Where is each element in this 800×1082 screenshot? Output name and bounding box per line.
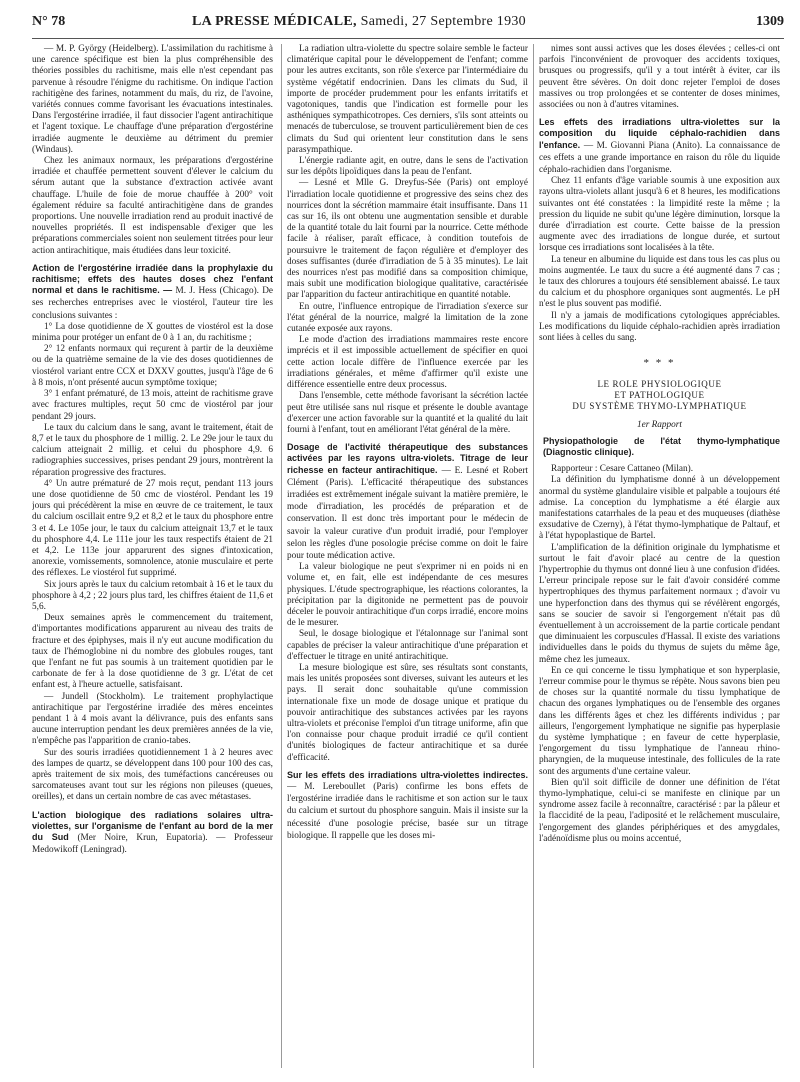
section-title-line: LE ROLE PHYSIOLOGIQUE	[597, 379, 722, 390]
paragraph: L'énergie radiante agit, en outre, dans le sens de l'activation sur les dépôts lipoïdiques dans la peau de l'enfant.	[287, 156, 528, 178]
paragraph: La mesure biologique est sûre, ses résultats sont constants, mais les unités proposées sont diverses, suivant les auteurs et les pays. Il serait donc souhaitable qu'une commission internationale fixe un mode de dosage unique et pratique du pouvoir antirachitique des substances activées par les rayons ultra-violets et préconise l'emploi d'un titrage uniforme, afin que l'on connaisse pour chaque produit irradié ce qu'il contient d'unités biologiques de facteur antirachitique et sa durée d'efficacité.	[287, 662, 528, 763]
paragraph: Bien qu'il soit difficile de donner une définition de l'état thymo-lymphatique, celui-ci se manifeste en clinique par un syndrome assez facile à reconnaître, caractérisé : par la pâleur et la flaccidité de la peau, l'adiposité et le relâchement musculaire, l'engorgement des glandes périphériques et des amygdales, l'adénoïdisme plus ou moins accentué,	[539, 777, 780, 844]
paragraph: En outre, l'influence entropique de l'irradiation s'exerce sur l'état général de la nourrice, malgré la limitation de la zone cutanée exposée aux rayons.	[287, 301, 528, 335]
paragraph: Chez 11 enfants d'âge variable soumis à une exposition aux rayons ultra-violets allant jusqu'à 6 et 8 heures, les modifications suivantes ont été constatées : la limpidité reste la même ; la pression du liquide ne subit qu'une légère diminution, lorsque la durée d'irradiation est courte. Cette baisse de la pression augmente avec des irradiations de longue durée, et surtout lorsque ces irradiations sont localisées à la tête.	[539, 176, 780, 254]
report-label: 1er Rapport	[637, 420, 682, 431]
paragraph: Dans l'ensemble, cette méthode favorisant la sécrétion lactée peut être utilisée sans nul risque et présente le double avantage d'exercer une action favorable sur la quantité et la qualité du lait fourni à l'enfant, tout en améliorant l'état général de la mère.	[287, 391, 528, 435]
column-middle	[287, 44, 528, 1074]
heading-author: — E. Lesné et Robert Clément (Paris). L'efficacité thérapeutique des substances irradiées est extrêmement inégale suivant la matière première, le mode d'irradiation, les procédés de préparation et de conservation. Il est donc très important pour le médecin de savoir la valeur curative d'un produit irradié, pour l'employer selon les règles d'une posologie précise comme on doit le faire pour toute médication active.	[287, 465, 528, 561]
paragraph: 1° La dose quotidienne de X gouttes de viostérol est la dose minima pour protéger un enfant de 0 à 1 an, du rachitisme ;	[32, 321, 273, 344]
heading-title: Dosage de l'activité thérapeutique des substances activées par les rayons ultra-violets. Titrage de leur richesse en facteur antirachitique.	[287, 442, 528, 475]
column-left	[32, 44, 273, 1074]
issue-number: N° 78	[32, 14, 66, 29]
page-header	[32, 14, 784, 34]
rapporteur: Rapporteur : Cesare Cattaneo (Milan).	[551, 464, 694, 475]
issue-date: Samedi, 27 Septembre 1930	[360, 14, 526, 29]
section-title	[539, 379, 780, 412]
section-heading	[287, 442, 528, 562]
heading-author: — M. Giovanni Piana (Anito). La connaissance de ces effets a une grande importance en raison du rôle du liquide céphalo-rachidien dans l'organisme.	[539, 140, 780, 176]
heading-author: (Mer Noire, Krun, Eupatoria). — Professeur Medowikoff (Leningrad).	[32, 833, 273, 856]
heading-title: L'action biologique des radiations solaires ultra-violettes, sur l'organisme de l'enfant au bord de la mer du Sud	[32, 809, 273, 843]
paragraph: 3° 1 enfant prématuré, de 13 mois, atteint de rachitisme grave avec fractures multiples, reçut 50 cmc de viostérol par jour pendant 29 jours.	[32, 389, 273, 422]
paragraph: L'amplification de la définition originale du lymphatisme et surtout le fait d'avoir placé au centre de la question l'hypertrophie du thymus ont donné lieu à une confusion d'idées. L'erreur principale repose sur le fait d'avoir considéré comme hypertrophiques des thymus parfaitement normaux ; d'avoir vu une hyperfonction dans des thymus qui se révélèrent engorgés, sans se soucier de savoir si l'engorgement n'était pas dû éventuellement à un accroissement de la partie corticale pendant que diminuaient les corpuscules d'Hassal. Il existe des variations individuelles dans le poids du thymus de sujets du même âge, même chez les jumeaux.	[539, 542, 780, 665]
heading-author: M. J. Hess (Chicago). De ses recherches entreprises avec le viostérol, l'auteur tire les conclusions suivantes :	[32, 286, 273, 321]
paragraph: 4° Un autre prématuré de 27 mois reçut, pendant 113 jours une dose quotidienne de 50 cmc de viostérol. Pendant les 19 jours qui précédèrent la mise en œuvre de ce traitement, le taux du calcium oscillait entre 9,2 et 8,2 et le taux du phosphore entre 3 et 4. Le 105e jour, le taux du calcium atteignait 13,7 et le taux du phosphore 4,4. Le 111e jour les taux respectifs étaient de 21 et 4,2. Le 113e jour apparurent des signes d'intoxication, anorexie, vomissements, somnolence, atonie musculaire et perte des réflexes. Le viostérol fut supprimé.	[32, 478, 273, 579]
heading-title: Sur les effets des irradiations ultra-violettes indirectes.	[287, 769, 528, 780]
paragraph: — Jundell (Stockholm). Le traitement prophylactique antirachitique par l'ergostérine irradiée des mères enceintes pendant 1 à 4 mois avant la délivrance, puis des enfants sans aucune interruption pendant les deux premières années de la vie, n'empêche pas l'apparition de cranio-tabes.	[32, 691, 273, 747]
section-separator: * * *	[643, 357, 676, 370]
paragraph: En ce qui concerne le tissu lymphatique et son hyperplasie, l'erreur commise pour le thymus se répète. Nous savons bien peu de choses sur la quantité normale du tissu lymphatique de chacun des organes lymphatiques ou de l'ensemble des organes dans les différents âges et chez les différents individus ; par ailleurs, l'engorgement lymphatique ne signifie pas hyperplasie du système lymphatique ; en faveur de cette hyperplasie, l'engorgement du tissu lymphatique de l'anneau rhino-pharyngien, de la muqueuse intestinale, des follicules de la rate sont des arguments d'une certaine valeur.	[539, 665, 780, 777]
header-rule	[32, 38, 784, 39]
column-divider	[533, 44, 534, 1068]
paragraph: Sur des souris irradiées quotidiennement 1 à 2 heures avec des lampes de quartz, se développent dans 100 pour 100 des cas, après traitement de six mois, des tuméfactions cancéreuses ou sarcomateuses avant tout sur les régions non pileuses (queues, oreilles), et dans un certain nombre de cas avec métastases.	[32, 747, 273, 803]
masthead	[192, 14, 526, 30]
section-heading	[287, 770, 528, 842]
paragraph: La teneur en albumine du liquide est dans tous les cas plus ou moins augmentée. Le taux du sucre a été augmenté dans 7 cas ; le taux des chlorures a toujours été sensiblement abaissé. Le taux du calcium et du phosphore organiques sont augmentés. Le pH n'est le plus souvent pas modifié.	[539, 254, 780, 310]
paragraph: La radiation ultra-violette du spectre solaire semble le facteur climatérique capital pour le développement de l'enfant; comme pour les autres excitants, son rôle s'exerce par l'intermédiaire du système végétatif endocrinien. Dans les climats du Sud, il importe de procéder prudemment pour les enfants irritatifs et vagotoniques, tandis que l'indication est formelle pour les asthéniques sympathicotropes. Ces derniers, s'ils sont atteints ou menacés de tuberculose, se trouvent particulièrement bien de ces climats du Sud qui orientent leur constitution dans le sens parasympathique.	[287, 44, 528, 155]
paragraph: Le mode d'action des irradiations mammaires reste encore imprécis et il est impossible actuellement de spécifier en quoi cette action locale diffère de l'influence exercée par les irradiations générales, et même d'affirmer qu'il existe une différence essentielle entre deux processus.	[287, 335, 528, 391]
paragraph: — Lesné et Mlle G. Dreyfus-Sée (Paris) ont employé l'irradiation locale quotidienne et progressive des seins chez des nourrices dont la sécrétion mammaire était insuffisante. Dans 11 cas sur 16, ils ont obtenu une augmentation sensible et durable de la quantité totale du lait fourni par la nourrice. Cette méthode facile à réaliser, paraît efficace, à condition toutefois de poursuivre le traitement de façon régulière et d'employer des doses suffisantes (durée d'irradiation de 5 à 35 minutes). Le lait des nourrices n'est pas modifié dans sa composition chimique, mais subit une modification biologique qualitative, caractérisée par l'apparition du facteur antirachitique en quantité notable.	[287, 178, 528, 301]
section-heading	[539, 117, 780, 176]
paragraph: Seul, le dosage biologique et l'étalonnage sur l'animal sont capables de préciser la valeur antirachitique d'une préparation et d'effectuer le titrage en unité antirachitique.	[287, 629, 528, 662]
column-right	[539, 44, 780, 1074]
section-title-line: ET PATHOLOGIQUE	[614, 390, 705, 401]
section-heading	[32, 810, 273, 857]
journal-title: LA PRESSE MÉDICALE,	[192, 14, 357, 29]
heading-author: — M. Lereboullet (Paris) confirme les bons effets de l'ergostérine irradiée dans le rachitisme et son action sur le taux du calcium et surtout du phosphore sanguin. Mais il insiste sur la nécessité d'une posologie précise, basée sur un titrage biologique. Il rappelle que les doses mi-	[287, 782, 528, 841]
paragraph: Chez les animaux normaux, les préparations d'ergostérine irradiée et chauffée permettent souvent d'élever le calcium du sérum autant que la substance d'extraction activée avant chauffage. L'huile de foie de morue chauffée à 200° voit également réduire sa faculté antirachitigène dans de grandes proportions. Une nouvelle irradiation rend au produit inactivé de nouvelles propriétés. Il est indispensable d'exiger que les préparations commerciales soient non seulement titrées pour leur action antirachitique, mais étudiées dans leur toxicité.	[32, 156, 273, 256]
report-title: Physiopathologie de l'état thymo-lymphatique (Diagnostic clinique).	[543, 435, 780, 457]
page-number: 1309	[756, 14, 784, 29]
heading-title: Les effets des irradiations ultra-violettes sur la composition du liquide céphalo-rachidien dans l'enfance.	[539, 117, 780, 150]
paragraph: nimes sont aussi actives que les doses élevées ; celles-ci ont parfois l'inconvénient de provoquer des accidents toxiques, brusques ou progressifs, qu'il y a tout intérêt à éviter, car ils peuvent être sévères. On doit donc rejeter l'emploi de doses massives ou trop prolongées et se contenter de doses minimes, associées ou non à d'autres vitamines.	[539, 44, 780, 111]
paragraph: Six jours après le taux du calcium retombait à 16 et le taux du phosphore à 4,2 ; 22 jours plus tard, les chiffres étaient de 11,6 et 5,6.	[32, 579, 273, 612]
section-heading	[32, 263, 273, 322]
paragraph: Deux semaines après le commencement du traitement, d'importantes modifications apparurent au niveau des traits de fracture et des épiphyses, mais il n'y eut aucune modification du taux de l'hémoglobine ni du nombre des globules rouges, tant que l'enfant ne fut pas soumis à un traitement quotidien par le carbonate de fer à la dose quotidienne de 3 gr. L'état de cet enfant est, à l'heure actuelle, satisfaisant.	[32, 613, 273, 691]
paragraph: Le taux du calcium dans le sang, avant le traitement, était de 8,7 et le taux du phosphore de 1 millig. 2. Le 29e jour le taux du calcium atteignait 2 millig. et celui du phosphore 4,9. 6 radiographies successives, prises pendant 29 jours, montrèrent la réparation progressive des fractures.	[32, 422, 273, 478]
paragraph: — M. P. György (Heidelberg). L'assimilation du rachitisme à une carence spécifique est bien la plus compréhensible des théories possibles du rachitisme, mais elle n'est cependant pas parvenue à résoudre l'énigme du rachitisme. On indique l'action rachitigène des farines, notamment du maïs, du riz, de l'avoine, variétés connues comme favorisant les évacuations intestinales. Dans l'ergostérine irradiée, il faut dissocier l'agent antirachitique et l'agent toxique. Le chauffage d'une préparation d'ergostérine irradiée augmente le deuxième au détriment du premier (Windaus).	[32, 44, 273, 155]
paragraph: 2° 12 enfants normaux qui reçurent à partir de la deuxième ou de la quatrième semaine de la vie des doses quotidiennes de viostérol variant entre CCX et DXXV gouttes, jusqu'à l'âge de 6 à 8 mois, n'ont présenté aucun symptôme toxique;	[32, 344, 273, 388]
column-divider	[281, 44, 282, 1068]
section-title-line: DU SYSTÈME THYMO-LYMPHATIQUE	[572, 401, 747, 412]
paragraph: La valeur biologique ne peut s'exprimer ni en poids ni en volume et, en fait, elle est indépendante de ces mesures physiques. L'étude spectrographique, les réactions colorantes, la précipitation par la digitonide ne permettent pas de pouvoir déceler le pouvoir antirachitique d'un corps irradié, encore moins de le mesurer.	[287, 562, 528, 629]
paragraph: Il n'y a jamais de modifications cytologiques appréciables. Les modifications du liquide céphalo-rachidien après irradiation sont liées à celles du sang.	[539, 310, 780, 344]
paragraph: La définition du lymphatisme donné à un développement anormal du système glandulaire visible et palpable a toujours été admise. La conception du lymphatisme a été élargie aux manifestations catarrhales de la peau et des muqueuses (diathèse exsudative de Czerny), à l'état thymo-lymphatique de Paltauf, et à l'état hypoplastique de Bartel.	[539, 475, 780, 542]
heading-title: Action de l'ergostérine irradiée dans la prophylaxie du rachitisme; effets des hautes doses chez l'enfant normal et dans le rachitisme. —	[32, 262, 273, 296]
